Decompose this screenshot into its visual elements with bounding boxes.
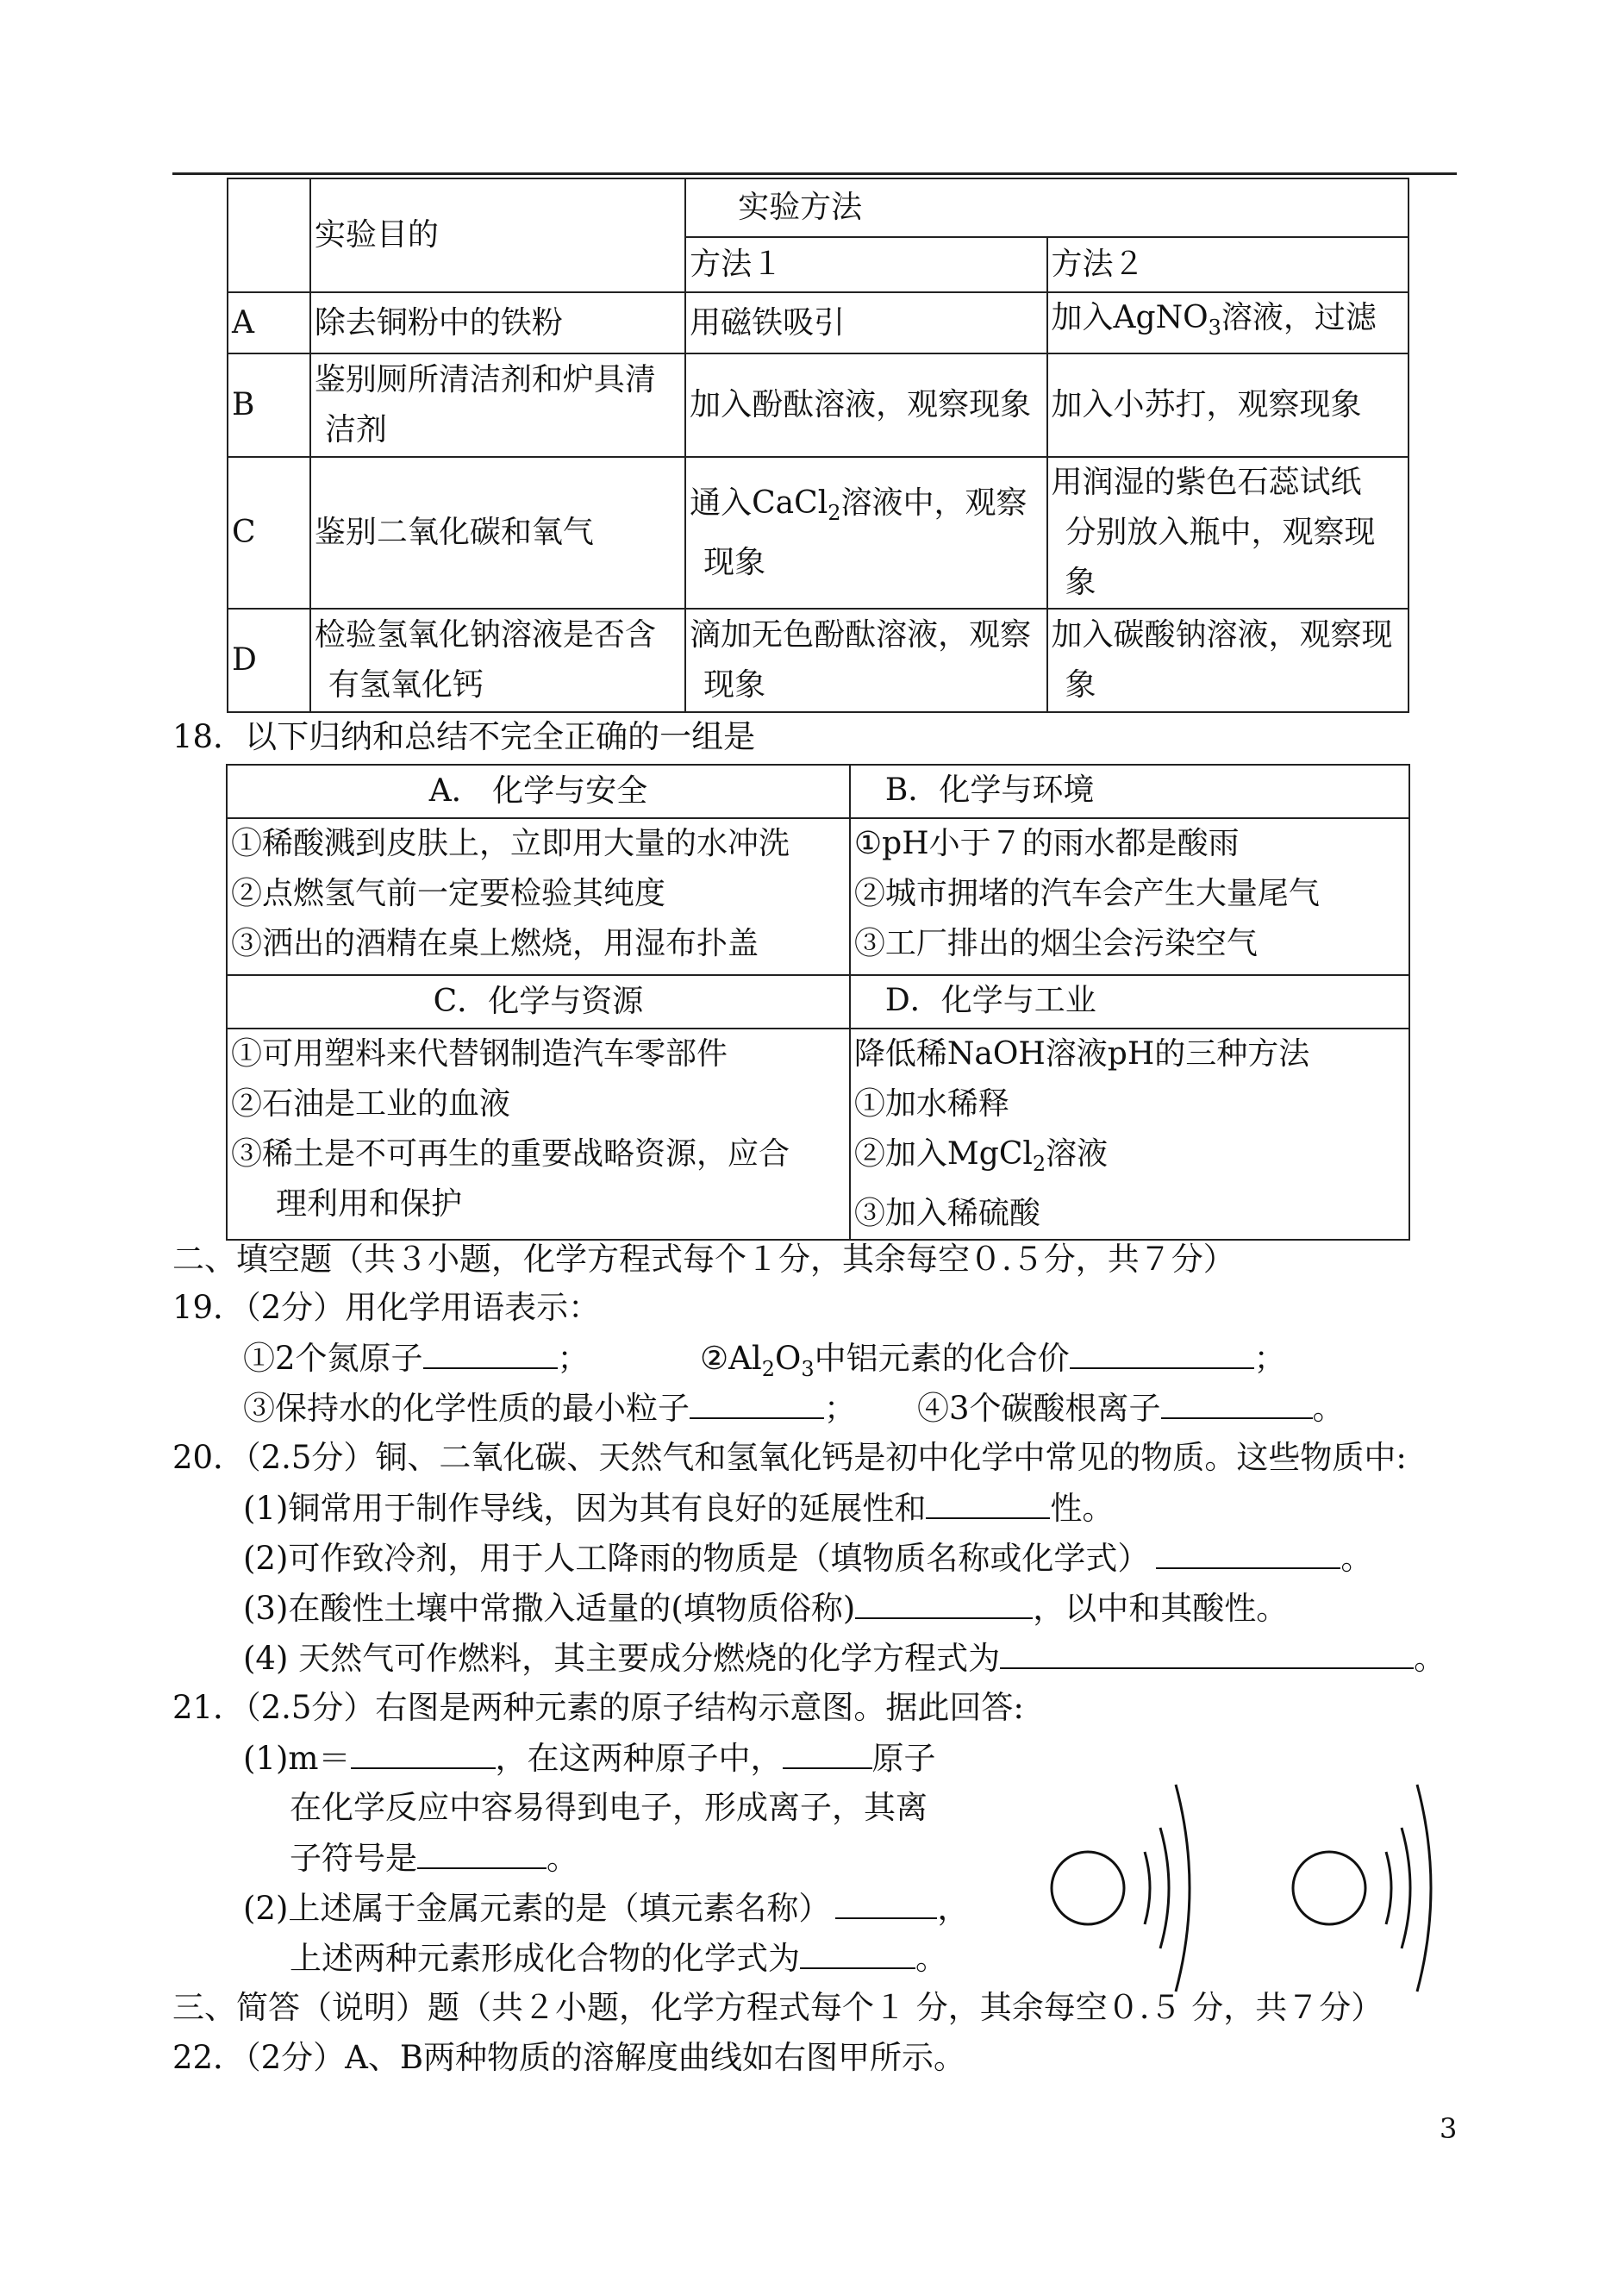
row-method-1: 用磁铁吸引 bbox=[685, 292, 1046, 353]
group-a-items: ①稀酸溅到皮肤上，立即用大量的水冲洗 ②点燃氢气前一定要检验其纯度 ③洒出的酒精在桌上燃烧，用湿布扑盖 bbox=[227, 818, 850, 975]
q22-stem: 22．（2分）A、B两种物质的溶解度曲线如右图甲所示。 bbox=[172, 2039, 966, 2076]
answer-blank[interactable] bbox=[835, 1883, 937, 1919]
answer-blank[interactable] bbox=[417, 1833, 547, 1869]
table-corner bbox=[228, 178, 310, 292]
q19-line-1: ①2个氮原子 ； bbox=[243, 1333, 590, 1384]
q21-part-1-l2: 在化学反应中容易得到电子，形成离子，其离 bbox=[290, 1789, 928, 1826]
header-rule bbox=[172, 172, 1457, 175]
row-purpose: 鉴别二氧化碳和氧气 bbox=[310, 457, 685, 609]
atom-1-shell-1 bbox=[1145, 1852, 1150, 1924]
atom-1-shell-2 bbox=[1160, 1828, 1169, 1948]
q19-stem: 19．（2分）用化学用语表示： bbox=[172, 1289, 601, 1326]
section-3-heading: 三、简答（说明）题（共２小题，化学方程式每个１ 分，其余每空０.５ 分，共７分） bbox=[172, 1989, 1384, 2026]
q20-part-2: (2)可作致冷剂，用于人工降雨的物质是（填物质名称或化学式） 。 bbox=[243, 1533, 1372, 1584]
row-label: C bbox=[228, 457, 310, 609]
q21-part-2: (2)上述属于金属元素的是（填元素名称） ， bbox=[243, 1883, 969, 1934]
answer-blank[interactable] bbox=[800, 1933, 915, 1969]
group-a-title: A． 化学与安全 bbox=[227, 765, 850, 818]
q21-part-2-l2: 上述两种元素形成化合物的化学式为 。 bbox=[290, 1933, 947, 1984]
atom-2-shell-2 bbox=[1402, 1828, 1410, 1948]
answer-blank[interactable] bbox=[1161, 1383, 1313, 1419]
row-method-2: 加入小苏打，观察现象 bbox=[1047, 353, 1409, 457]
q21-stem: 21．（2.5分）右图是两种元素的原子结构示意图。据此回答: bbox=[172, 1689, 1024, 1726]
header-method-1: 方法１ bbox=[685, 237, 1046, 292]
atom-1-shell-3 bbox=[1176, 1785, 1190, 1992]
q19-part-b: $②Al_2O_3$中铝元素的化合价 ； bbox=[700, 1333, 1286, 1394]
atom-1-nucleus bbox=[1052, 1852, 1124, 1924]
experiment-table bbox=[227, 178, 1409, 713]
row-label: A bbox=[228, 292, 310, 353]
row-label: B bbox=[228, 353, 310, 457]
q20-part-1: (1)铜常用于制作导线，因为其有良好的延展性和 性。 bbox=[243, 1483, 1114, 1534]
row-label: D bbox=[228, 609, 310, 712]
page-number: 3 bbox=[1440, 2112, 1458, 2145]
row-method-2: 用润湿的紫色石蕊试纸 分别放入瓶中，观察现 象 bbox=[1047, 457, 1409, 609]
group-d-title: D．化学与工业 bbox=[850, 975, 1409, 1029]
section-2-heading: 二、填空题（共３小题，化学方程式每个１分，其余每空０.５分，共７分） bbox=[172, 1241, 1235, 1278]
group-b-title: B．化学与环境 bbox=[850, 765, 1409, 818]
row-purpose: 除去铜粉中的铁粉 bbox=[310, 292, 685, 353]
summary-table bbox=[226, 764, 1410, 1241]
answer-blank[interactable] bbox=[1156, 1533, 1340, 1569]
row-method-1: 加入酚酞溶液，观察现象 bbox=[685, 353, 1046, 457]
atom-2-shell-3 bbox=[1417, 1785, 1431, 1992]
q19-line-2: ③保持水的化学性质的最小粒子 ； bbox=[243, 1383, 856, 1434]
q18-stem: 18．以下归纳和总结不完全正确的一组是 bbox=[172, 718, 756, 755]
q19-part-d: ④3个碳酸根离子 。 bbox=[917, 1383, 1345, 1434]
row-method-1: 滴加无色酚酞溶液，观察 现象 bbox=[685, 609, 1046, 712]
header-method-2: 方法２ bbox=[1047, 237, 1409, 292]
answer-blank[interactable] bbox=[783, 1733, 872, 1769]
group-c-title: C．化学与资源 bbox=[227, 975, 850, 1029]
group-c-items: ①可用塑料来代替钢制造汽车零部件 ②石油是工业的血液 ③稀土是不可再生的重要战略资源，应合 理利用和保护 bbox=[227, 1029, 850, 1240]
q21-part-1-l3: 子符号是 。 bbox=[290, 1833, 578, 1884]
row-method-2: 加入AgNO$_3$溶液，过滤 bbox=[1047, 292, 1409, 353]
answer-blank[interactable] bbox=[423, 1333, 558, 1369]
row-purpose: 鉴别厕所清洁剂和炉具清 洁剂 bbox=[310, 353, 685, 457]
table-row bbox=[228, 609, 1409, 712]
header-purpose: 实验目的 bbox=[310, 178, 685, 292]
answer-blank[interactable] bbox=[926, 1483, 1050, 1519]
table-row bbox=[228, 353, 1409, 457]
q20-part-4: (4) 天然气可作燃料，其主要成分燃烧的化学方程式为 。 bbox=[243, 1633, 1446, 1684]
atom-2-shell-1 bbox=[1386, 1852, 1391, 1924]
group-b-items: ①pH小于７的雨水都是酸雨 ②城市拥堵的汽车会产生大量尾气 ③工厂排出的烟尘会污染空气 bbox=[850, 818, 1409, 975]
q20-stem: 20．（2.5分）铜、二氧化碳、天然气和氢氧化钙是初中化学中常见的物质。这些物质中: bbox=[172, 1439, 1407, 1476]
answer-blank[interactable] bbox=[690, 1383, 824, 1419]
atom-2-nucleus bbox=[1293, 1852, 1365, 1924]
row-method-1: 通入CaCl$_2$溶液中，观察 现象 bbox=[685, 457, 1046, 609]
q21-part-1: (1)m＝ ，在这两种原子中， 原子 bbox=[243, 1733, 936, 1784]
answer-blank[interactable] bbox=[351, 1733, 496, 1769]
answer-blank[interactable] bbox=[1000, 1633, 1414, 1669]
header-method: 实验方法 bbox=[685, 178, 1409, 237]
group-d-items: 降低稀NaOH溶液pH的三种方法 ①加水稀释 ②加入MgCl$_2$溶液 ③加入稀硫酸 bbox=[850, 1029, 1409, 1240]
atomic-structure-diagrams bbox=[1034, 1776, 1517, 2000]
table-row bbox=[228, 457, 1409, 609]
row-method-2: 加入碳酸钠溶液，观察现 象 bbox=[1047, 609, 1409, 712]
q20-part-3: (3)在酸性土壤中常撒入适量的(填物质俗称) ，以中和其酸性。 bbox=[243, 1583, 1288, 1634]
answer-blank[interactable] bbox=[1070, 1333, 1254, 1369]
table-row bbox=[228, 292, 1409, 353]
answer-blank[interactable] bbox=[855, 1583, 1033, 1619]
row-purpose: 检验氢氧化钠溶液是否含 有氢氧化钙 bbox=[310, 609, 685, 712]
